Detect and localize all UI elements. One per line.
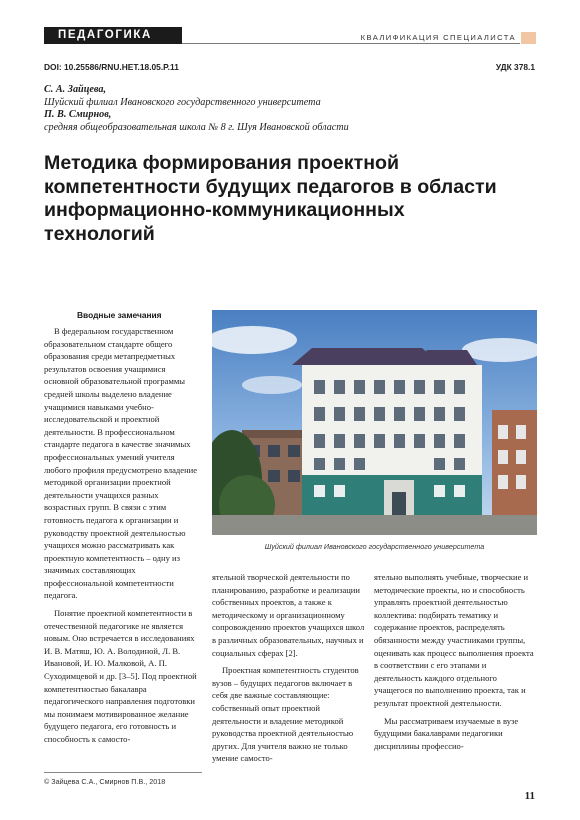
author-affiliation: средняя общеобразовательная школа № 8 г. Шуя Ивановской области [44,121,349,133]
paragraph: ятельной творческой деятельности по планированию, разработке и реализации собственных проектов, а также к методическому и организационному сопровождению проектов учащихся школ в различных образовательных, научных и социальных сферах [2]. [212,572,365,658]
copyright: © Зайцева С.А., Смирнов П.В., 2018 [44,777,166,786]
author-name: П. В. Смирнов, [44,109,112,121]
building-illustration [212,310,537,535]
author-name: С. А. Зайцева, [44,84,107,95]
udk-code: УДК 378.1 [495,62,535,72]
paragraph: Мы рассматриваем изучаемые в вузе будущими бакалаврами педагогики дисциплины профессио- [374,715,519,751]
footnote-divider [44,772,202,773]
header-divider [182,43,520,44]
authors [44,84,514,134]
rubric-label: ПЕДАГОГИКА [44,27,182,44]
body-column-3 [374,571,536,752]
building-photo [212,310,537,535]
section-heading: Вводные замечания [77,310,162,320]
body-column-1 [44,325,202,746]
body-column-2 [212,571,365,765]
section-label: КВАЛИФИКАЦИЯ СПЕЦИАЛИСТА [360,33,516,42]
paragraph: Понятие проектной компетентности в отечественной педагогике не является новым. Оно встречается в исследованиях И. В. Матяш, Ю. А. Володиной, Л. В. Ивановой, И. Ю. Малковой, А. П. Суходимцевой и др. [3–5]. Под проектной компетентностью бакалавра педагогического направления подготовки мы понимаем мотивированное желание будущего педагога, его готовность и способность к самосто- [44,608,197,744]
page-number: 11 [524,790,535,802]
paragraph: Проектная компетентность студентов вузов – будущих педагогов включает в себя две важные составляющие: собственный опыт проектной деятельности и владение методикой руководства проектной деятельностью других. Для учителя важно не только умение самосто- [212,665,359,764]
photo-caption: Шуйский филиал Ивановского государственного университета [264,542,485,551]
author-affiliation: Шуйский филиал Ивановского государственного университета [44,96,321,108]
header-accent-square [521,32,536,44]
paragraph: ятельно выполнять учебные, творческие и методические проекты, но и способность управлять проектной деятельностью коллектива: подбирать тематику и содержание проектов, распределять обязанности между участниками группы, оценивать как процесс выполнения проекта в соответствии с его этапами и деятельность каждого отдельного учащегося по выполнению проекта, так и результат проектной деятельности. [374,572,534,708]
doi[interactable]: DOI: 10.25586/RNU.HET.18.05.P.11 [44,62,179,72]
paragraph: В федеральном государственном образовательном стандарте общего образования среди метапредметных результатов освоения учащимися основной образовательной программы средней школы выделено владение учащимися навыками учебно-исследовательской и проектной деятельности. В профессиональном стандарте педагога в качестве значимых профессиональных умений учителя любого профиля предусмотрено владение методикой организации проектной деятельности учащихся разных возрастных групп. В связи с этим готовность педагога к организации и руководству проектной деятельностью учащихся можно рассматривать как проектную компетентность – одну из значимых составляющих профессиональной компетентности педагога. [44,326,198,601]
article-title: Методика формирования проектной компетентности будущих педагогов в области информационно-коммуникационных технологий [44,152,497,245]
